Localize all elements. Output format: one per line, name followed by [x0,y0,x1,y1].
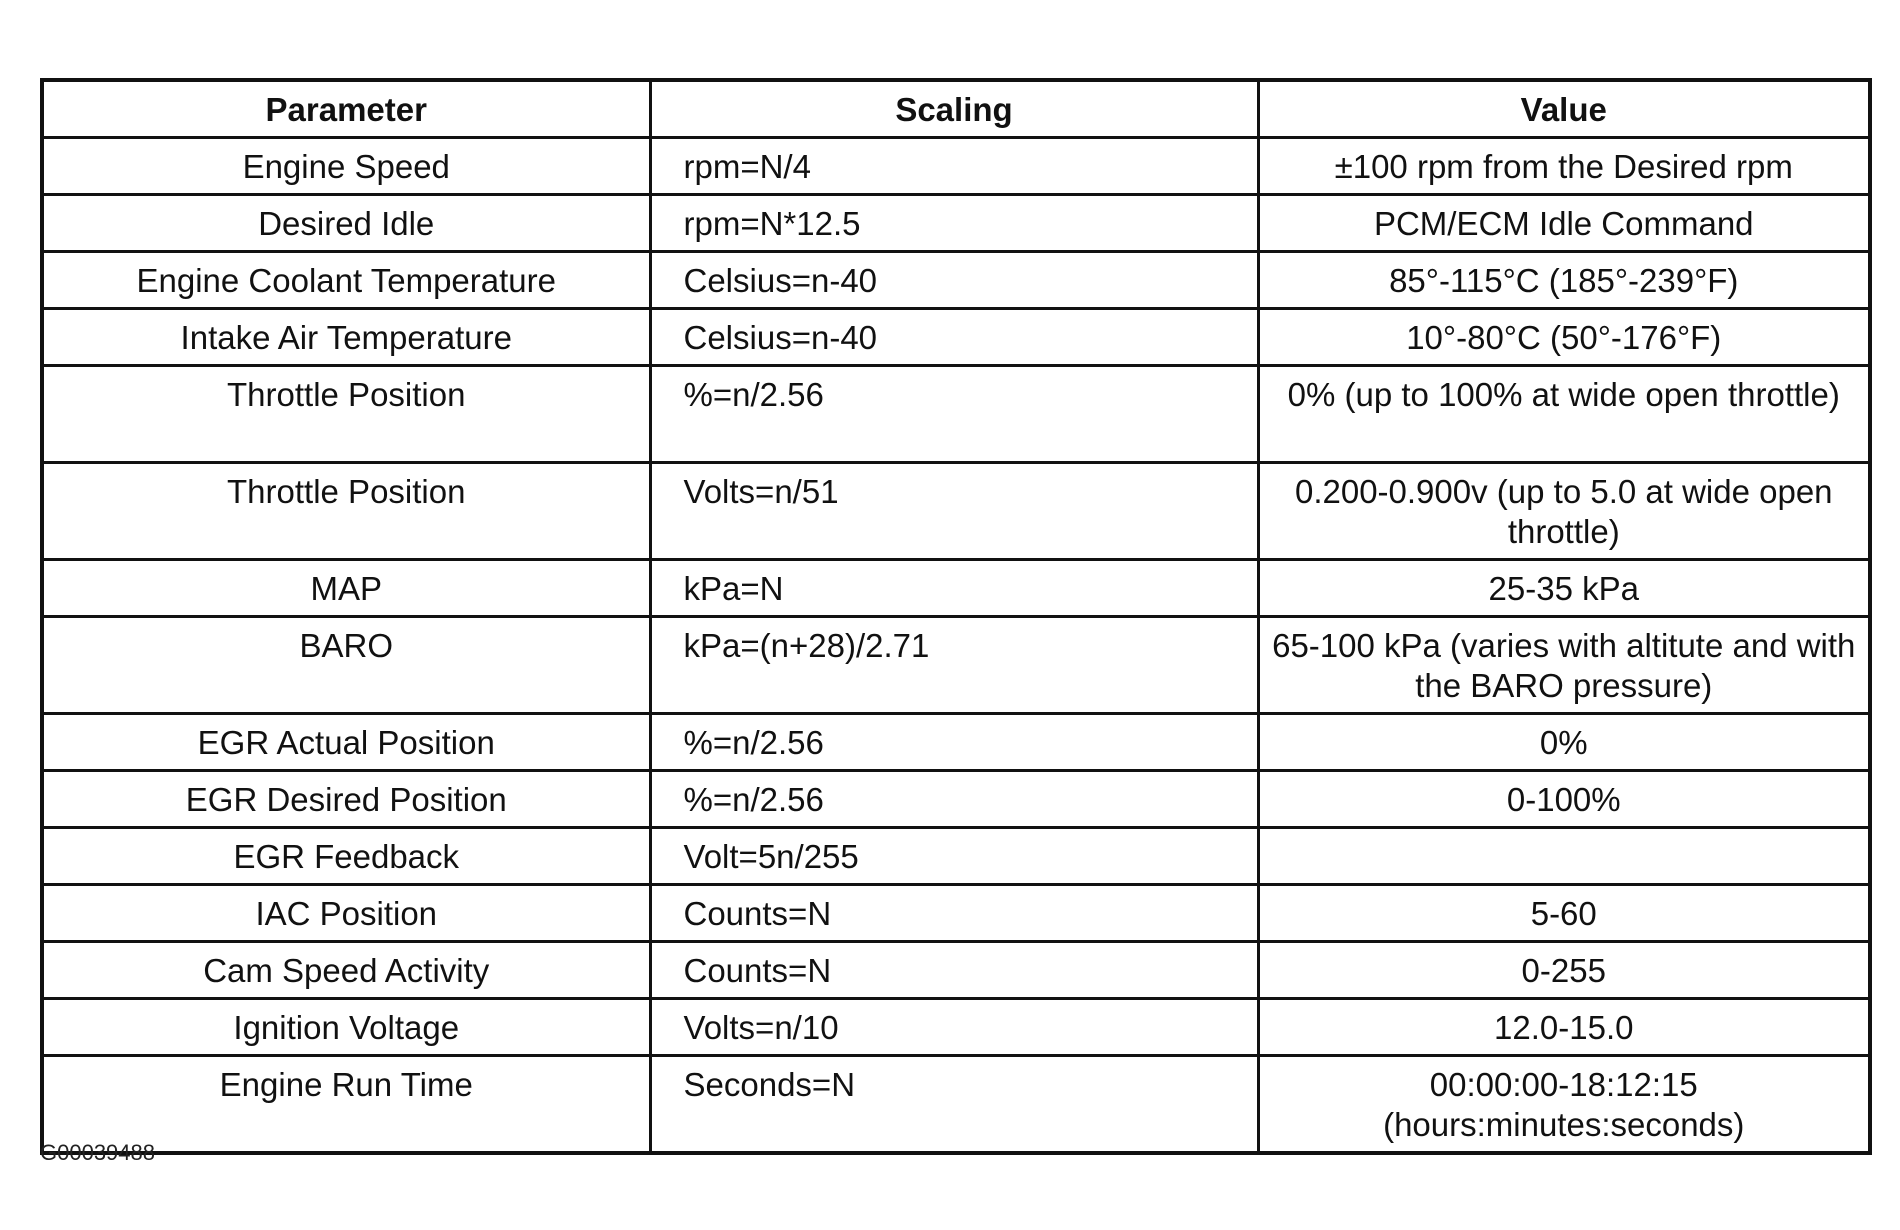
parameter-cell: EGR Actual Position [42,714,650,771]
parameter-cell: EGR Feedback [42,828,650,885]
value-cell: 12.0-15.0 [1258,999,1870,1056]
scaling-cell: Volts=n/51 [650,463,1258,560]
parameter-cell: EGR Desired Position [42,771,650,828]
table-row [42,999,1870,1056]
table-row [42,942,1870,999]
parameter-cell: Ignition Voltage [42,999,650,1056]
parameter-cell: Engine Run Time [42,1056,650,1154]
scaling-cell: %=n/2.56 [650,714,1258,771]
parameter-cell: IAC Position [42,885,650,942]
value-cell: PCM/ECM Idle Command [1258,195,1870,252]
parameter-cell: Intake Air Temperature [42,309,650,366]
table-row [42,138,1870,195]
table-row [42,463,1870,560]
scaling-cell: Volts=n/10 [650,999,1258,1056]
table-row [42,195,1870,252]
table-row [42,309,1870,366]
value-cell: 0.200-0.900v (up to 5.0 at wide open throttle) [1258,463,1870,560]
table-row [42,252,1870,309]
value-cell: 5-60 [1258,885,1870,942]
value-cell: 10°-80°C (50°-176°F) [1258,309,1870,366]
scaling-cell: Seconds=N [650,1056,1258,1154]
table-row [42,560,1870,617]
table-row [42,617,1870,714]
parameter-cell: BARO [42,617,650,714]
value-cell: 25-35 kPa [1258,560,1870,617]
table-row [42,366,1870,463]
scaling-cell: rpm=N*12.5 [650,195,1258,252]
scaling-cell: Celsius=n-40 [650,309,1258,366]
header-row [42,80,1870,138]
value-cell: 0% [1258,714,1870,771]
scaling-cell: Celsius=n-40 [650,252,1258,309]
parameter-cell: Engine Coolant Temperature [42,252,650,309]
header-parameter: Parameter [42,80,650,138]
scaling-cell: kPa=(n+28)/2.71 [650,617,1258,714]
scaling-cell: Volt=5n/255 [650,828,1258,885]
scaling-cell: rpm=N/4 [650,138,1258,195]
parameter-cell: Desired Idle [42,195,650,252]
scaling-cell: %=n/2.56 [650,366,1258,463]
value-cell: ±100 rpm from the Desired rpm [1258,138,1870,195]
parameter-cell: Throttle Position [42,463,650,560]
value-cell: 65-100 kPa (varies with altitute and with the BARO pressure) [1258,617,1870,714]
parameter-cell: Cam Speed Activity [42,942,650,999]
value-cell: 00:00:00-18:12:15 (hours:minutes:seconds) [1258,1056,1870,1154]
header-scaling: Scaling [650,80,1258,138]
value-cell: 0-255 [1258,942,1870,999]
table-row [42,714,1870,771]
value-cell: 0-100% [1258,771,1870,828]
scaling-cell: %=n/2.56 [650,771,1258,828]
value-cell [1258,828,1870,885]
parameter-cell: Throttle Position [42,366,650,463]
table-row [42,828,1870,885]
scan-data-sheet [40,78,1868,1155]
scaling-cell: kPa=N [650,560,1258,617]
parameter-cell: MAP [42,560,650,617]
value-cell: 0% (up to 100% at wide open throttle) [1258,366,1870,463]
figure-id: G00039488 [40,1140,155,1165]
table-row [42,1056,1870,1154]
scaling-cell: Counts=N [650,942,1258,999]
scan-data-table [40,78,1872,1155]
table-row [42,885,1870,942]
value-cell: 85°-115°C (185°-239°F) [1258,252,1870,309]
header-value: Value [1258,80,1870,138]
scaling-cell: Counts=N [650,885,1258,942]
parameter-cell: Engine Speed [42,138,650,195]
table-row [42,771,1870,828]
